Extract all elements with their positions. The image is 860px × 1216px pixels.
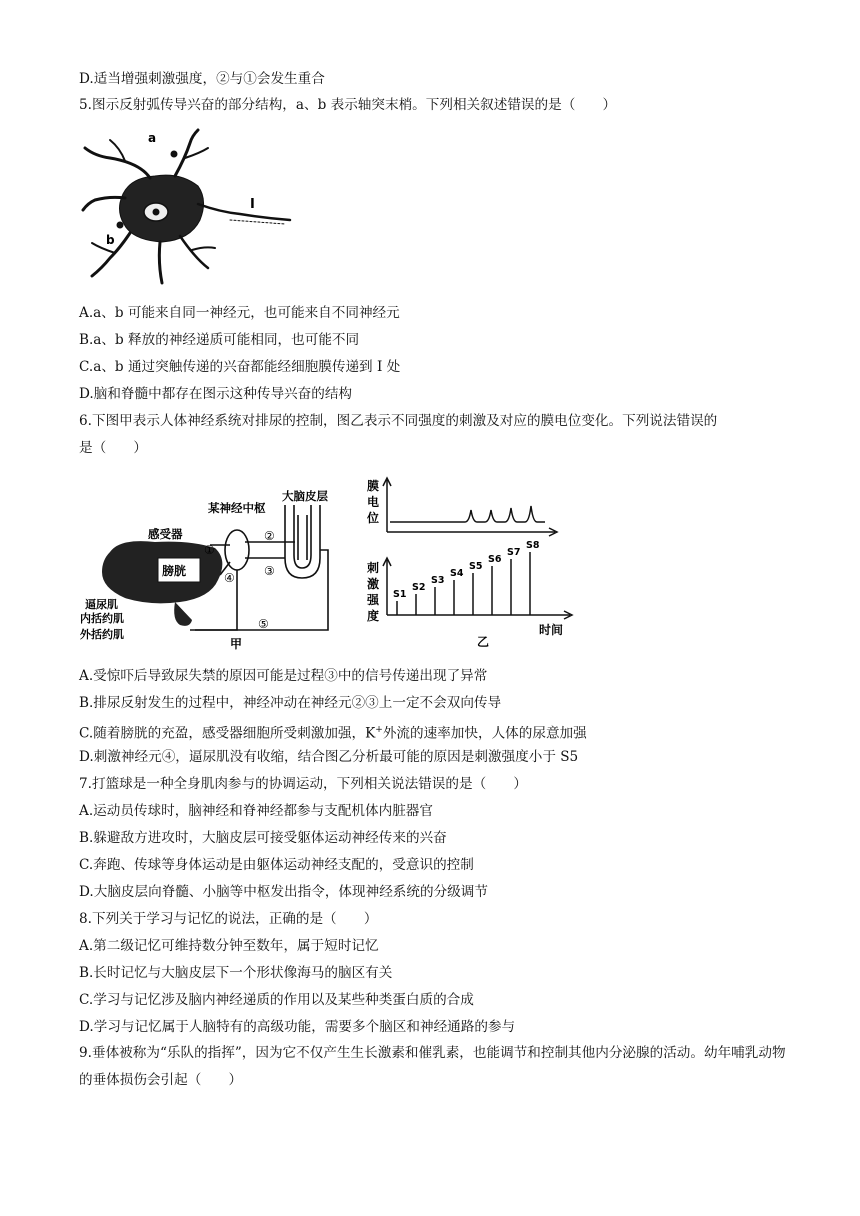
jia-caption: 甲 [230, 637, 243, 650]
q6-option-b: B.排尿反射发生的过程中，神经冲动在神经元②③上一定不会双向传导 [79, 695, 502, 711]
stimulus-label-4: S4 [450, 568, 464, 579]
detrusor-label: 逼尿肌 [85, 598, 118, 611]
stimulus-label-2: S2 [412, 582, 426, 593]
q8-option-a: A.第二级记忆可维持数分钟至数年，属于短时记忆 [79, 938, 379, 954]
q5-option-a: A.a、b 可能来自同一神经元，也可能来自不同神经元 [79, 305, 400, 321]
q6-option-c [79, 720, 587, 744]
q5-option-d: D.脑和脊髓中都存在图示这种传导兴奋的结构 [79, 386, 353, 402]
q6-option-d: D.刺激神经元④，逼尿肌没有收缩，结合图乙分析最可能的原因是刺激强度小于 S5 [79, 749, 579, 765]
q6-option-c-tail: 外流的速率加快，人体的尿意加强 [382, 725, 587, 742]
neuron-figure [80, 128, 295, 288]
neuron-label-i: I [250, 197, 255, 212]
outer-sphincter-label: 外括约肌 [80, 628, 124, 641]
stimulus-label-8: S8 [526, 540, 540, 551]
figure-jia [80, 480, 350, 650]
yi-ylabel-bottom-1: 刺 [367, 561, 380, 575]
stimulus-label-5: S5 [469, 561, 483, 572]
jia-n5: ⑤ [258, 617, 269, 631]
q5-option-c: C.a、b 通过突触传递的兴奋都能经细胞膜传递到 I 处 [79, 359, 401, 375]
yi-caption: 乙 [477, 635, 490, 648]
q6-option-a: A.受惊吓后导致尿失禁的原因可能是过程③中的信号传递出现了异常 [79, 668, 488, 684]
q6-option-c-head: C.随着膀胱的充盈，感受器细胞所受刺激加强， [79, 725, 366, 742]
jia-n2: ② [264, 529, 275, 543]
q7-option-a: A.运动员传球时，脑神经和脊神经都参与支配机体内脏器官 [79, 803, 433, 819]
yi-ylabel-top-2: 电 [367, 495, 380, 509]
jia-n3: ③ [264, 564, 275, 578]
stimulus-label-6: S6 [488, 554, 502, 565]
yi-ylabel-top-3: 位 [367, 511, 380, 525]
bladder-label: 膀胱 [162, 564, 187, 578]
stimulus-label-3: S3 [431, 575, 445, 586]
q8-stem: 8.下列关于学习与记忆的说法，正确的是（ ） [79, 911, 378, 927]
neuron-label-b: b [106, 233, 115, 247]
receptor-label: 感受器 [148, 527, 183, 541]
q8-option-b: B.长时记忆与大脑皮层下一个形状像海马的脑区有关 [79, 965, 393, 981]
jia-n1: ① [204, 543, 215, 557]
jia-n4: ④ [224, 571, 235, 585]
stimulus-label-1: S1 [393, 589, 407, 600]
nerve-center-label: 某神经中枢 [208, 501, 266, 515]
q8-option-d: D.学习与记忆属于人脑特有的高级功能，需要多个脑区和神经通路的参与 [79, 1019, 516, 1035]
q7-option-b: B.躲避敌方进攻时，大脑皮层可接受躯体运动神经传来的兴奋 [79, 830, 447, 846]
yi-ylabel-bottom-3: 强 [367, 593, 380, 607]
q7-stem: 7.打篮球是一种全身肌肉参与的协调运动，下列相关说法错误的是（ ） [79, 776, 527, 792]
stimulus-label-7: S7 [507, 547, 521, 558]
yi-ylabel-top-1: 膜 [367, 479, 380, 493]
q4-option-d: D.适当增强刺激强度，②与①会发生重合 [79, 71, 325, 87]
yi-ylabel-bottom-2: 激 [367, 577, 380, 591]
q5-stem: 5.图示反射弧传导兴奋的部分结构，a、b 表示轴突末梢。下列相关叙述错误的是（ ） [79, 97, 617, 113]
q6-stem-line1: 6.下图甲表示人体神经系统对排尿的控制，图乙表示不同强度的刺激及对应的膜电位变化。下列说法错误的 [79, 413, 718, 429]
neuron-label-a: a [148, 131, 157, 145]
yi-xlabel: 时间 [539, 623, 564, 637]
q6-option-c-plus: + [375, 725, 383, 735]
inner-sphincter-label: 内括约肌 [80, 612, 124, 625]
q7-option-d: D.大脑皮层向脊髓、小脑等中枢发出指令，体现神经系统的分级调节 [79, 884, 488, 900]
q6-stem-line2: 是（ ） [79, 440, 147, 456]
cortex-label: 大脑皮层 [282, 489, 328, 503]
yi-ylabel-bottom-4: 度 [367, 609, 380, 623]
q5-option-b: B.a、b 释放的神经递质可能相同，也可能不同 [79, 332, 360, 348]
q8-option-c: C.学习与记忆涉及脑内神经递质的作用以及某些种类蛋白质的合成 [79, 992, 474, 1008]
q7-option-c: C.奔跑、传球等身体运动是由躯体运动神经支配的，受意识的控制 [79, 857, 474, 873]
figure-yi [365, 470, 590, 648]
q9-stem: 9.垂体被称为“乐队的指挥”，因为它不仅产生生长激素和催乳素，也能调节和控制其他内分泌腺的活动。幼年哺乳动物的垂体损伤会引起（ ） [79, 1045, 786, 1088]
q6-option-c-k: K [365, 725, 376, 742]
